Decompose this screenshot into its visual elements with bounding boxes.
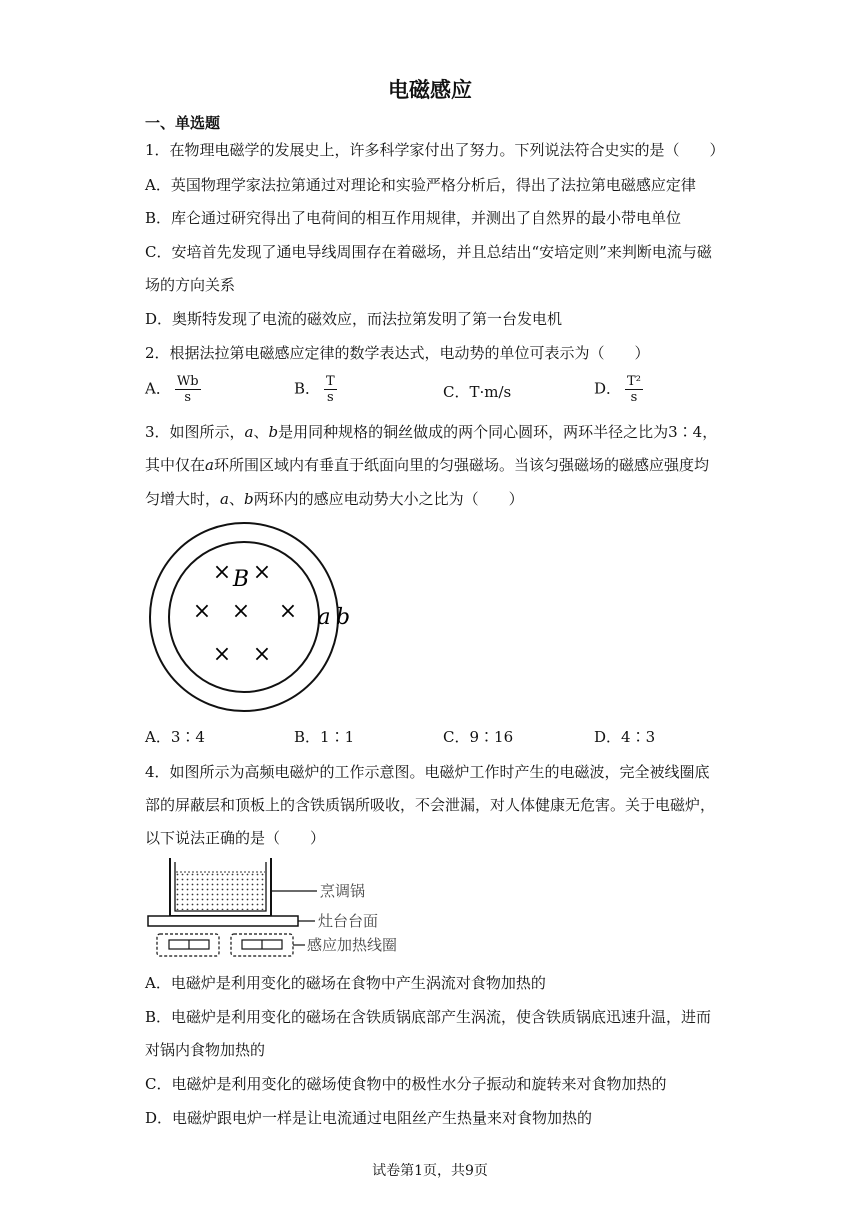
label-pot: 烹调锅 [320, 882, 366, 900]
q1-option-c: C．安培首先发现了通电导线周围存在着磁场，并且总结出“安培定则”来判断电流与磁 [145, 243, 712, 261]
q1-option-d: D．奥斯特发现了电流的磁效应，而法拉第发明了第一台发电机 [145, 310, 563, 328]
q2-option-a: A． $\frac{Wb}{s}$ [145, 374, 199, 405]
cross-mark: × [252, 642, 272, 667]
q3-stem-line3: 匀增大时，a、b两环内的感应电动势大小之比为（ ） [145, 490, 524, 508]
q2-stem: 2．根据法拉第电磁感应定律的数学表达式，电动势的单位可表示为（ ） [145, 344, 650, 362]
section-heading: 一、单选题 [145, 114, 221, 132]
q3-stem-line2: 其中仅在a环所围区域内有垂直于纸面向里的匀强磁场。当该匀强磁场的磁感应强度均 [145, 456, 709, 474]
q2-option-d: D． $\frac{\text{T²}}{s}$ [594, 374, 641, 405]
q1-stem: 1．在物理电磁学的发展史上，许多科学家付出了努力。下列说法符合史实的是（ ） [145, 141, 725, 159]
q3-option-b: B．1∶1 [294, 728, 355, 746]
q3-stem-line1: 3．如图所示，a、b是用同种规格的铜丝做成的两个同心圆环，两环半径之比为3∶4， [145, 423, 718, 441]
q4-option-b: B．电磁炉是利用变化的磁场在含铁质锅底部产生涡流，使含铁质锅底迅速升温，进而 [145, 1008, 712, 1026]
label-stovetop: 灶台台面 [318, 912, 379, 930]
q1-option-a: A．英国物理学家法拉第通过对理论和实验严格分析后，得出了法拉第电磁感应定律 [145, 176, 696, 194]
cross-mark: × [192, 599, 212, 624]
ring-label-a: a [317, 605, 331, 630]
q1-option-b: B．库仑通过研究得出了电荷间的相互作用规律，并测出了自然界的最小带电单位 [145, 209, 682, 227]
induction-cooker-figure [145, 852, 415, 960]
ring-label-b: b [335, 605, 351, 630]
fraction: $\frac{Wb}{s}$ [176, 374, 199, 405]
q2-option-c: C．T·m/s [443, 383, 512, 401]
fraction: $\frac{\text{T²}}{s}$ [627, 374, 641, 405]
stovetop [148, 916, 298, 926]
q3-option-d: D．4∶3 [594, 728, 656, 746]
cross-mark: × [212, 642, 232, 667]
cross-mark: × [278, 599, 298, 624]
cross-mark: × [252, 560, 272, 585]
cross-mark: × [231, 599, 251, 624]
fraction: $\frac{T}{s}$ [326, 374, 335, 405]
q4-option-c: C．电磁炉是利用变化的磁场使食物中的极性水分子振动和旋转来对食物加热的 [145, 1075, 667, 1093]
cross-mark: × [212, 560, 232, 585]
page-footer: 试卷第1页，共9页 [372, 1163, 488, 1179]
q2-option-b: B． $\frac{T}{s}$ [294, 374, 335, 405]
label-coil: 感应加热线圈 [307, 936, 398, 954]
q3-option-a: A．3∶4 [145, 728, 205, 746]
field-label-b: B [232, 567, 250, 592]
food-fill [176, 872, 265, 910]
page-title: 电磁感应 [388, 78, 472, 102]
q4-option-d: D．电磁炉跟电炉一样是让电流通过电阻丝产生热量来对食物加热的 [145, 1109, 593, 1127]
q1-option-c-cont: 场的方向关系 [145, 276, 236, 294]
q4-stem-line1: 4．如图所示为高频电磁炉的工作示意图。电磁炉工作时产生的电磁波，完全被线圈底 [145, 763, 710, 781]
q4-stem-line2: 部的屏蔽层和顶板上的含铁质锅所吸收，不会泄漏，对人体健康无危害。关于电磁炉， [145, 796, 716, 814]
q4-option-b-cont: 对锅内食物加热的 [145, 1041, 266, 1059]
q4-stem-line3: 以下说法正确的是（ ） [145, 829, 326, 847]
q3-option-c: C．9∶16 [443, 728, 514, 746]
q4-option-a: A．电磁炉是利用变化的磁场在食物中产生涡流对食物加热的 [145, 974, 546, 992]
concentric-rings-figure [140, 520, 370, 720]
